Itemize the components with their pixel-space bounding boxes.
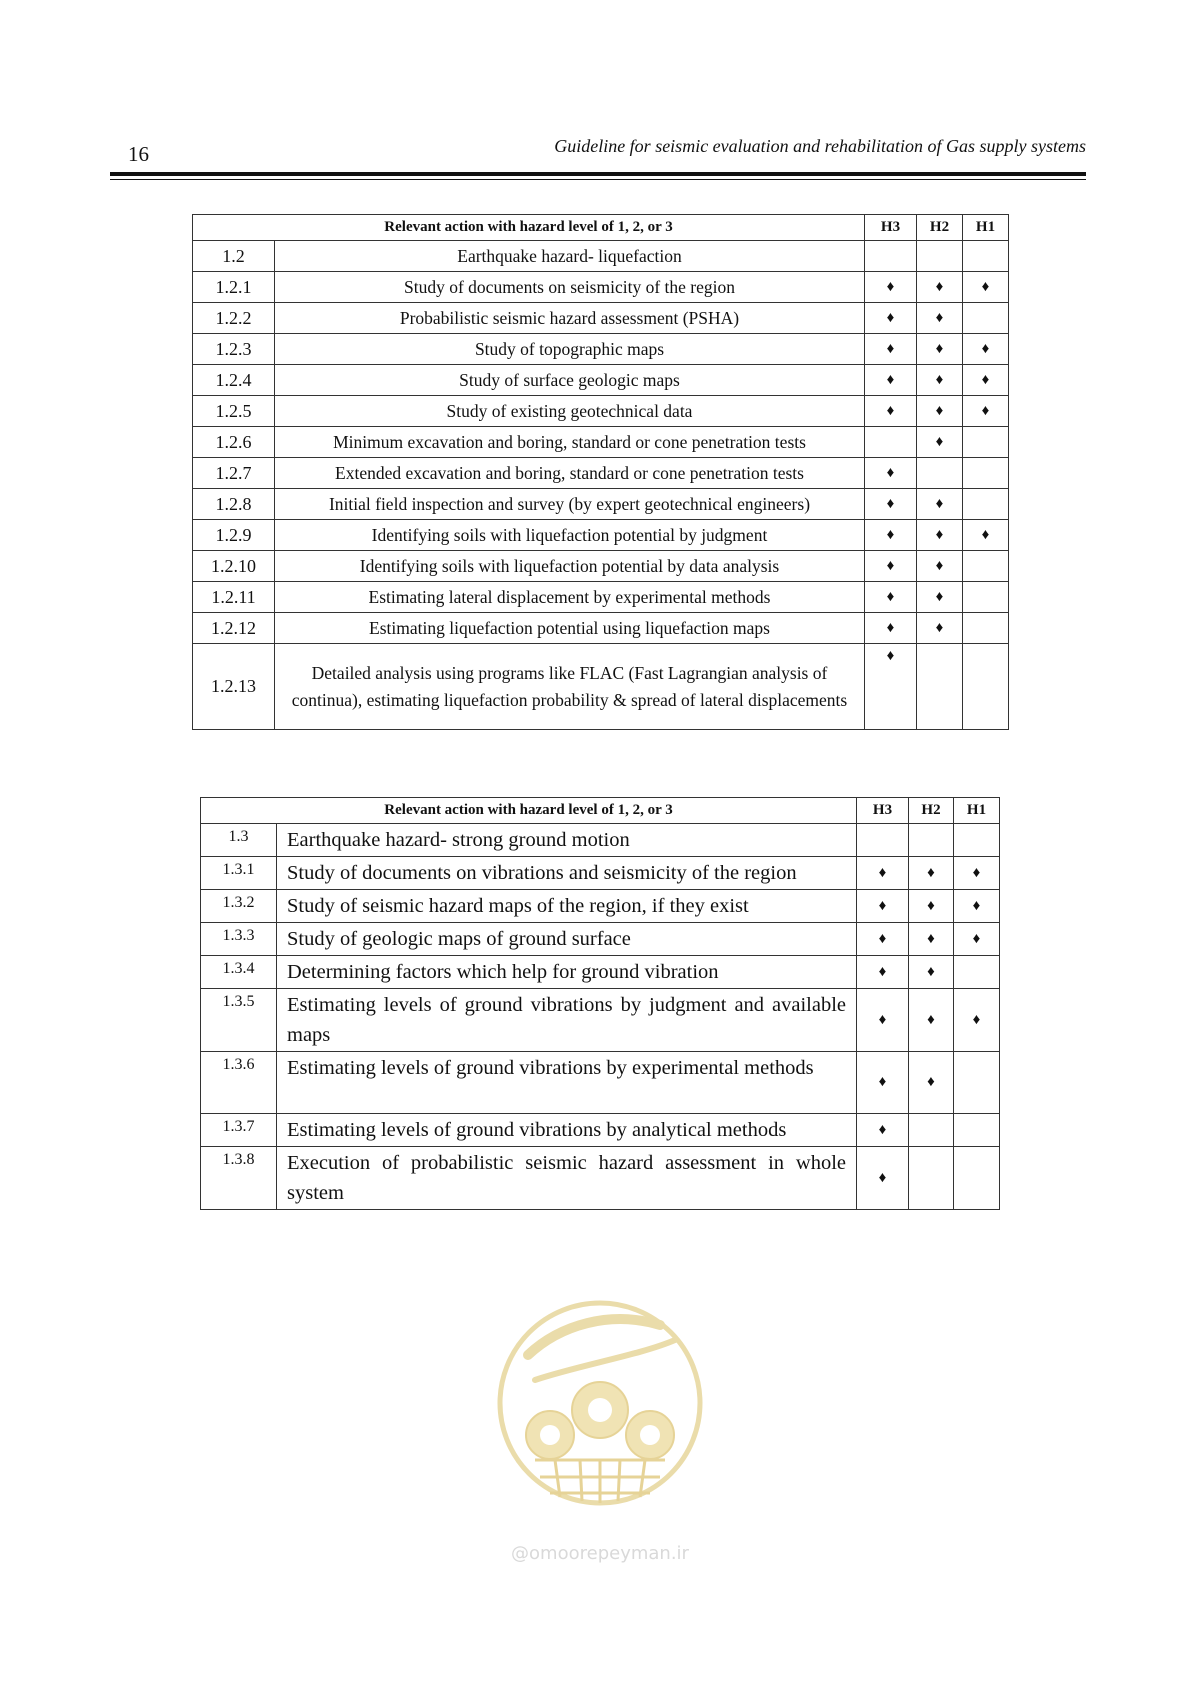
row-number: 1.2.11 — [193, 582, 275, 613]
table-row — [201, 1147, 1000, 1210]
h1-diamond-icon — [963, 241, 1009, 272]
table-row — [201, 1052, 1000, 1114]
row-number: 1.2.1 — [193, 272, 275, 303]
h3-diamond-icon: ♦ — [865, 272, 917, 303]
row-number: 1.2.8 — [193, 489, 275, 520]
h3-diamond-icon: ♦ — [857, 1114, 909, 1147]
h1-diamond-icon — [963, 458, 1009, 489]
h3-diamond-icon: ♦ — [865, 613, 917, 644]
h1-diamond-icon: ♦ — [954, 857, 1000, 890]
watermark-url: @omoorepeyman.ir — [511, 1543, 689, 1564]
row-action: Estimating levels of ground vibrations by analytical methods — [277, 1114, 857, 1147]
h3-diamond-icon: ♦ — [857, 989, 909, 1052]
column-h2-header: H2 — [909, 798, 954, 824]
row-action: Study of existing geotechnical data — [275, 396, 865, 427]
h1-diamond-icon: ♦ — [963, 396, 1009, 427]
h1-diamond-icon — [963, 644, 1009, 730]
liquefaction-actions-table — [192, 214, 1009, 730]
at-icon: @ — [511, 1543, 530, 1564]
h2-diamond-icon: ♦ — [917, 396, 963, 427]
h3-diamond-icon — [857, 824, 909, 857]
ground-motion-actions-table — [200, 797, 1000, 1210]
row-action: Earthquake hazard- liquefaction — [275, 241, 865, 272]
h3-diamond-icon: ♦ — [857, 956, 909, 989]
row-action: Estimating lateral displacement by experimental methods — [275, 582, 865, 613]
row-number: 1.2.6 — [193, 427, 275, 458]
row-number: 1.2.7 — [193, 458, 275, 489]
table-row — [193, 489, 1009, 520]
table-row — [193, 551, 1009, 582]
row-number: 1.3.2 — [201, 890, 277, 923]
h1-diamond-icon — [963, 551, 1009, 582]
header-rule-thick — [110, 172, 1086, 176]
row-action: Study of topographic maps — [275, 334, 865, 365]
row-action: Minimum excavation and boring, standard or cone penetration tests — [275, 427, 865, 458]
h3-diamond-icon: ♦ — [865, 303, 917, 334]
h1-diamond-icon: ♦ — [963, 272, 1009, 303]
h2-diamond-icon — [909, 824, 954, 857]
column-h3-header: H3 — [857, 798, 909, 824]
row-number: 1.2.9 — [193, 520, 275, 551]
h3-diamond-icon: ♦ — [865, 489, 917, 520]
row-action: Study of geologic maps of ground surface — [277, 923, 857, 956]
h1-diamond-icon: ♦ — [963, 334, 1009, 365]
h1-diamond-icon: ♦ — [954, 890, 1000, 923]
h1-diamond-icon: ♦ — [954, 989, 1000, 1052]
h1-diamond-icon: ♦ — [963, 520, 1009, 551]
h1-diamond-icon — [954, 1052, 1000, 1114]
row-action: Identifying soils with liquefaction potential by judgment — [275, 520, 865, 551]
h2-diamond-icon: ♦ — [917, 489, 963, 520]
row-number: 1.3.6 — [201, 1052, 277, 1114]
h2-diamond-icon: ♦ — [909, 923, 954, 956]
row-action: Estimating levels of ground vibrations by judgment and available maps — [277, 989, 857, 1052]
h2-diamond-icon: ♦ — [909, 956, 954, 989]
row-action: Estimating liquefaction potential using liquefaction maps — [275, 613, 865, 644]
h2-diamond-icon — [909, 1147, 954, 1210]
row-action: Extended excavation and boring, standard or cone penetration tests — [275, 458, 865, 489]
table-row — [193, 613, 1009, 644]
row-number: 1.2.10 — [193, 551, 275, 582]
h2-diamond-icon — [917, 458, 963, 489]
table-row — [193, 334, 1009, 365]
table-row — [201, 1114, 1000, 1147]
row-action: Estimating levels of ground vibrations by experimental methods — [277, 1052, 857, 1114]
h2-diamond-icon: ♦ — [917, 551, 963, 582]
row-number: 1.3.7 — [201, 1114, 277, 1147]
running-title: Guideline for seismic evaluation and rehabilitation of Gas supply systems — [554, 136, 1086, 156]
h2-diamond-icon: ♦ — [917, 334, 963, 365]
h3-diamond-icon — [865, 427, 917, 458]
h3-diamond-icon: ♦ — [857, 1052, 909, 1114]
header-rule-thin — [110, 179, 1086, 180]
table-row — [193, 396, 1009, 427]
h1-diamond-icon: ♦ — [963, 365, 1009, 396]
table-heading: Relevant action with hazard level of 1, 2, or 3 — [193, 215, 865, 241]
h2-diamond-icon: ♦ — [917, 613, 963, 644]
h3-diamond-icon: ♦ — [865, 365, 917, 396]
row-action: Study of seismic hazard maps of the region, if they exist — [277, 890, 857, 923]
table-header-row — [193, 215, 1009, 241]
table-row — [193, 365, 1009, 396]
column-h3-header: H3 — [865, 215, 917, 241]
table-row — [201, 923, 1000, 956]
h2-diamond-icon: ♦ — [909, 857, 954, 890]
h3-diamond-icon: ♦ — [865, 582, 917, 613]
h2-diamond-icon: ♦ — [909, 989, 954, 1052]
row-action: Probabilistic seismic hazard assessment (PSHA) — [275, 303, 865, 334]
h1-diamond-icon — [954, 956, 1000, 989]
h3-diamond-icon: ♦ — [857, 890, 909, 923]
row-number: 1.2 — [193, 241, 275, 272]
row-number: 1.3 — [201, 824, 277, 857]
h2-diamond-icon: ♦ — [917, 520, 963, 551]
table-row — [193, 644, 1009, 730]
watermark-logo — [490, 1285, 710, 1585]
page-number: 16 — [128, 142, 149, 166]
row-action: Earthquake hazard- strong ground motion — [277, 824, 857, 857]
h3-diamond-icon: ♦ — [865, 551, 917, 582]
row-action: Identifying soils with liquefaction potential by data analysis — [275, 551, 865, 582]
row-number: 1.3.1 — [201, 857, 277, 890]
h1-diamond-icon — [963, 582, 1009, 613]
column-h1-header: H1 — [963, 215, 1009, 241]
table-row — [193, 427, 1009, 458]
h1-diamond-icon — [963, 427, 1009, 458]
h2-diamond-icon — [917, 644, 963, 730]
h2-diamond-icon: ♦ — [917, 272, 963, 303]
h1-diamond-icon — [963, 613, 1009, 644]
table-row — [193, 582, 1009, 613]
h1-diamond-icon — [954, 824, 1000, 857]
h3-diamond-icon: ♦ — [865, 334, 917, 365]
row-number: 1.3.5 — [201, 989, 277, 1052]
row-number: 1.3.4 — [201, 956, 277, 989]
row-action: Study of documents on seismicity of the region — [275, 272, 865, 303]
h2-diamond-icon — [917, 241, 963, 272]
h3-diamond-icon: ♦ — [865, 644, 917, 730]
table-row — [193, 241, 1009, 272]
row-number: 1.2.3 — [193, 334, 275, 365]
row-number: 1.2.2 — [193, 303, 275, 334]
h3-diamond-icon: ♦ — [857, 857, 909, 890]
column-h2-header: H2 — [917, 215, 963, 241]
h1-diamond-icon: ♦ — [954, 923, 1000, 956]
row-number: 1.3.8 — [201, 1147, 277, 1210]
h1-diamond-icon — [954, 1147, 1000, 1210]
table-row — [201, 956, 1000, 989]
row-number: 1.2.12 — [193, 613, 275, 644]
h2-diamond-icon: ♦ — [909, 1052, 954, 1114]
table-row — [201, 824, 1000, 857]
row-action: Study of surface geologic maps — [275, 365, 865, 396]
row-action: Detailed analysis using programs like FLAC (Fast Lagrangian analysis of continua), estimating liquefaction probability & spread of lateral displacements — [275, 644, 865, 730]
h1-diamond-icon — [963, 303, 1009, 334]
h3-diamond-icon: ♦ — [857, 1147, 909, 1210]
row-action: Initial field inspection and survey (by expert geotechnical engineers) — [275, 489, 865, 520]
row-number: 1.2.4 — [193, 365, 275, 396]
h3-diamond-icon: ♦ — [857, 923, 909, 956]
h1-diamond-icon — [954, 1114, 1000, 1147]
h3-diamond-icon: ♦ — [865, 520, 917, 551]
row-action: Determining factors which help for ground vibration — [277, 956, 857, 989]
h3-diamond-icon: ♦ — [865, 458, 917, 489]
h3-diamond-icon: ♦ — [865, 396, 917, 427]
row-number: 1.2.5 — [193, 396, 275, 427]
row-action: Execution of probabilistic seismic hazard assessment in whole system — [277, 1147, 857, 1210]
table-row — [201, 857, 1000, 890]
h3-diamond-icon — [865, 241, 917, 272]
h2-diamond-icon: ♦ — [917, 365, 963, 396]
table-row — [201, 989, 1000, 1052]
h2-diamond-icon: ♦ — [917, 303, 963, 334]
table-row — [193, 520, 1009, 551]
table-header-row — [201, 798, 1000, 824]
watermark-seal-icon — [490, 1285, 710, 1585]
table-row — [193, 303, 1009, 334]
h1-diamond-icon — [963, 489, 1009, 520]
h2-diamond-icon: ♦ — [917, 427, 963, 458]
table-row — [201, 890, 1000, 923]
row-number: 1.2.13 — [193, 644, 275, 730]
h2-diamond-icon: ♦ — [917, 582, 963, 613]
table-row — [193, 272, 1009, 303]
row-number: 1.3.3 — [201, 923, 277, 956]
h2-diamond-icon: ♦ — [909, 890, 954, 923]
table-row — [193, 458, 1009, 489]
column-h1-header: H1 — [954, 798, 1000, 824]
h2-diamond-icon — [909, 1114, 954, 1147]
table-heading: Relevant action with hazard level of 1, 2, or 3 — [201, 798, 857, 824]
row-action: Study of documents on vibrations and seismicity of the region — [277, 857, 857, 890]
